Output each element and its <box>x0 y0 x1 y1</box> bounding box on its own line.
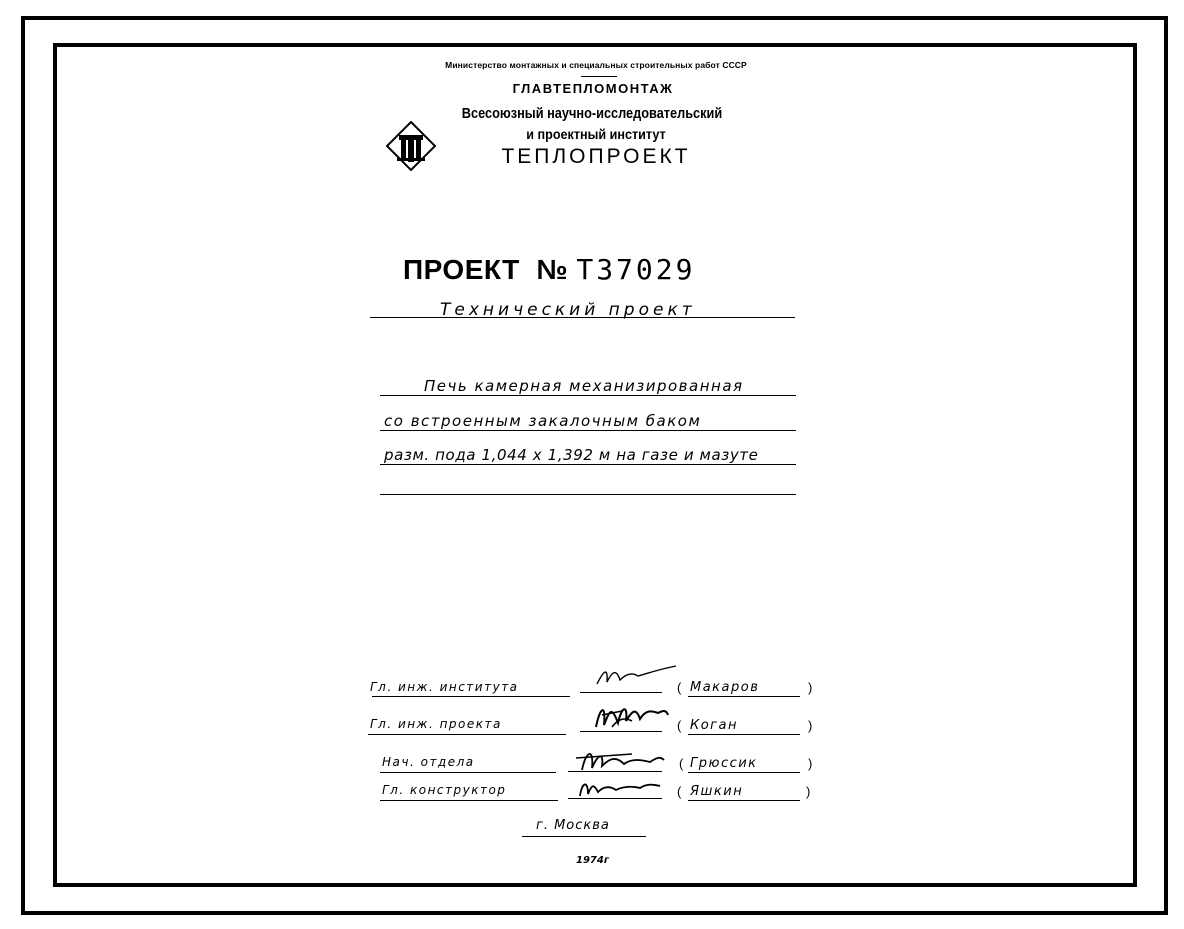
header-overline <box>581 76 617 77</box>
stage-underline <box>370 317 795 318</box>
project-label: ПРОЕКТ <box>403 254 520 285</box>
city: г. Москва <box>536 818 610 833</box>
description-underline-4 <box>380 494 796 495</box>
description-line-3: разм. пода 1,044 х 1,392 м на газе и мазуте <box>384 446 759 464</box>
project-heading <box>403 253 696 286</box>
signatory-title-underline-4 <box>380 800 558 801</box>
signatory-title-1: Гл. инж. института <box>370 680 519 694</box>
institute-line-2: и проектный институт <box>526 126 666 142</box>
project-number-sign: № <box>536 254 569 285</box>
signature-line-1 <box>580 692 662 693</box>
signature-kogan-icon <box>592 697 672 737</box>
description-line-1: Печь камерная механизированная <box>424 377 744 395</box>
signatory-name-underline-1 <box>688 696 800 697</box>
signatory-name-underline-3 <box>688 772 800 773</box>
description-line-2: со встроенным закалочным баком <box>384 412 702 430</box>
signature-grussik-icon <box>572 744 668 774</box>
signature-yashkin-icon <box>576 778 666 800</box>
signatory-name-3: Грюссик <box>690 756 758 771</box>
signatory-name-4: Яшкин <box>690 784 744 799</box>
signatory-name-underline-2 <box>688 734 800 735</box>
description-underline-2 <box>380 430 796 431</box>
ministry-line: Министерство монтажных и специальных строительных работ СССР <box>445 60 747 70</box>
signatory-title-underline-3 <box>380 772 556 773</box>
signatory-title-underline-2 <box>368 734 566 735</box>
signatory-title-3: Нач. отдела <box>382 755 475 769</box>
description-underline-3 <box>380 464 796 465</box>
signatory-title-underline-1 <box>372 696 570 697</box>
institute-line-1: Всесоюзный научно-исследовательский <box>461 105 723 122</box>
description-underline-1 <box>380 395 796 396</box>
city-underline <box>522 836 646 837</box>
main-directorate: ГЛАВТЕПЛОМОНТАЖ <box>512 81 674 96</box>
project-number: Т37029 <box>576 253 696 286</box>
signatory-title-2: Гл. инж. проекта <box>370 717 502 731</box>
institute-name: ТЕПЛОПРОЕКТ <box>501 145 691 168</box>
signatory-name-2: Коган <box>690 718 738 733</box>
signatory-name-1: Макаров <box>690 680 760 695</box>
year: 1974г <box>576 855 610 866</box>
signatory-title-4: Гл. конструктор <box>382 783 507 797</box>
institute-logo-icon <box>386 121 436 171</box>
signatory-name-underline-4 <box>688 800 800 801</box>
signature-makarov-icon <box>592 662 682 690</box>
project-stage: Технический проект <box>440 300 696 320</box>
